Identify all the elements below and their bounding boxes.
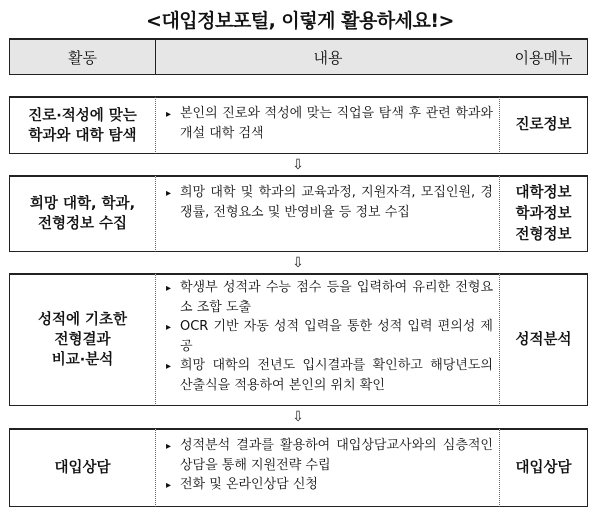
activity-line: 학과와 대학 탐색 (28, 127, 137, 144)
content-cell (156, 175, 500, 252)
bullet-icon: ▸ (166, 480, 172, 492)
bullet-text: 성적분석 결과를 활용하여 대입상담교사와의 심층적인 상담을 통해 지원전략 수립 (180, 438, 493, 473)
menu-link[interactable]: 대학정보 (515, 184, 572, 201)
list-item (166, 475, 493, 496)
bullet-text: 희망 대학의 전년도 입시결과를 확인하고 해당년도의 산출식을 적용하여 본인의 위치 확인 (180, 358, 493, 393)
menu-cell (500, 273, 588, 406)
table-row (9, 273, 588, 406)
menu-cell (500, 428, 588, 507)
bullet-icon: ▸ (166, 441, 172, 452)
activity-line: 진로·적성에 맞는 (28, 107, 137, 124)
activity-cell (9, 96, 156, 154)
table-row (9, 175, 588, 252)
bullet-icon: ▸ (166, 361, 172, 373)
activity-line: 비교·분석 (51, 352, 114, 368)
activity-line: 성적에 기초한 (37, 312, 128, 328)
menu-cell (500, 175, 588, 252)
menu-link[interactable]: 전형정보 (515, 226, 572, 243)
down-arrow-icon: ⇩ (292, 255, 304, 271)
bullet-icon: ▸ (166, 109, 172, 120)
header-activity: 활동 (9, 38, 156, 75)
content-cell (156, 96, 500, 154)
content-cell (156, 428, 500, 507)
bullet-text: 전화 및 온라인상담 신청 (180, 477, 318, 493)
content-cell (156, 273, 500, 406)
menu-link[interactable]: 대입상담 (515, 459, 572, 476)
header-content: 내용 (156, 38, 501, 75)
menu-link[interactable]: 학과정보 (515, 205, 572, 222)
bullet-icon: ▸ (166, 283, 172, 294)
menu-link[interactable]: 성적분석 (515, 331, 572, 348)
down-arrow-icon: ⇩ (292, 157, 304, 173)
table-row (9, 96, 588, 154)
list-item (166, 436, 493, 475)
bullet-icon: ▸ (166, 322, 172, 334)
bullet-text: 본인의 진로와 적성에 맞는 직업을 탐색 후 관련 학과와 개설 대학 검색 (180, 106, 493, 141)
down-arrow-icon: ⇩ (292, 409, 304, 425)
list-item (166, 278, 493, 317)
list-item (166, 356, 493, 395)
bullet-text: 희망 대학 및 학과의 교육과정, 지원자격, 모집인원, 경쟁률, 전형요소 및 반영비율 등 정보 수집 (180, 185, 493, 220)
header-menu: 이용메뉴 (500, 38, 588, 75)
list-item (166, 317, 493, 356)
page-title: <대입정보포털, 이렇게 활용하세요!> (146, 10, 454, 32)
activity-cell (9, 273, 156, 406)
activity-line: 전형결과 (54, 332, 111, 348)
list-item (166, 183, 493, 222)
activity-line: 전형정보 수집 (37, 216, 128, 232)
bullet-icon: ▸ (166, 188, 172, 199)
menu-cell (500, 96, 588, 154)
activity-line: 희망 대학, 학과, (29, 196, 136, 212)
bullet-text: 학생부 성적과 수능 점수 등을 입력하여 유리한 전형요소 조합 도출 (180, 280, 493, 315)
table-row (9, 428, 588, 507)
list-item (166, 104, 493, 143)
activity-cell (9, 428, 156, 507)
bullet-text: OCR 기반 자동 성적 입력을 통한 성적 입력 편의성 제공 (180, 319, 493, 354)
menu-link[interactable]: 진로정보 (515, 117, 572, 133)
activity-line: 대입상담 (54, 460, 111, 476)
activity-cell (9, 175, 156, 252)
